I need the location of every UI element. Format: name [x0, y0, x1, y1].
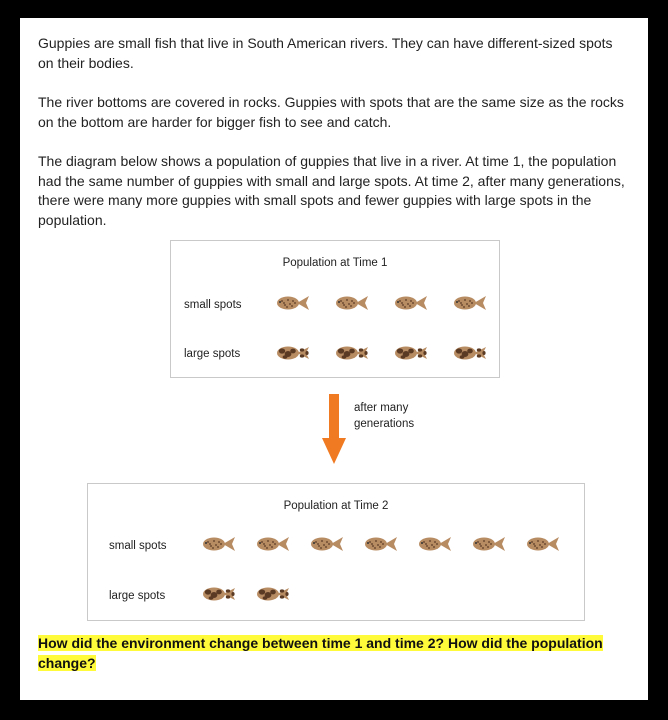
rocks-paragraph: The river bottoms are covered in rocks. Guppies with spots that are the same size as the rocks on the bottom are harder for bigger fish to see and catch.	[38, 94, 624, 130]
small-spot-fish-icon	[256, 536, 290, 552]
down-arrow-icon	[322, 394, 346, 466]
time1-large-label: large spots	[184, 348, 241, 360]
intro-paragraph: Guppies are small fish that live in South American rivers. They can have different-sized spots on their bodies.	[38, 35, 613, 71]
time2-diagram	[87, 483, 585, 621]
small-spot-fish-icon	[394, 295, 428, 311]
small-spot-fish-icon	[472, 536, 506, 552]
small-spot-fish-icon	[335, 295, 369, 311]
large-spot-fish-icon	[256, 586, 290, 602]
arrow-label-line2: generations	[354, 418, 415, 430]
content-page	[20, 18, 648, 700]
small-spot-fish-icon	[310, 536, 344, 552]
small-spot-fish-icon	[202, 536, 236, 552]
small-spot-fish-icon	[364, 536, 398, 552]
question-highlight: How did the environment change between time 1 and time 2? How did the population change?	[38, 635, 603, 671]
small-spot-fish-icon	[418, 536, 452, 552]
large-spot-fish-icon	[202, 586, 236, 602]
time1-small-label: small spots	[184, 299, 242, 311]
small-spot-fish-icon	[276, 295, 310, 311]
large-spot-fish-icon	[453, 345, 487, 361]
time1-title: Population at Time 1	[282, 257, 388, 269]
large-spot-fish-icon	[276, 345, 310, 361]
large-spot-fish-icon	[335, 345, 369, 361]
time2-large-label: large spots	[109, 590, 166, 602]
time2-small-label: small spots	[109, 540, 167, 552]
small-spot-fish-icon	[453, 295, 487, 311]
small-spot-fish-icon	[526, 536, 560, 552]
large-spot-fish-icon	[394, 345, 428, 361]
time2-title: Population at Time 2	[283, 500, 389, 512]
time1-diagram	[170, 240, 500, 378]
arrow-label-line1: after many	[354, 402, 409, 414]
diagram-paragraph: The diagram below shows a population of guppies that live in a river. At time 1, the population had the same number of guppies with small and large spots. At time 2, after many generations, there were many more guppies with small spots and fewer guppies with large spots in the population.	[38, 153, 625, 228]
question-text	[38, 633, 618, 673]
